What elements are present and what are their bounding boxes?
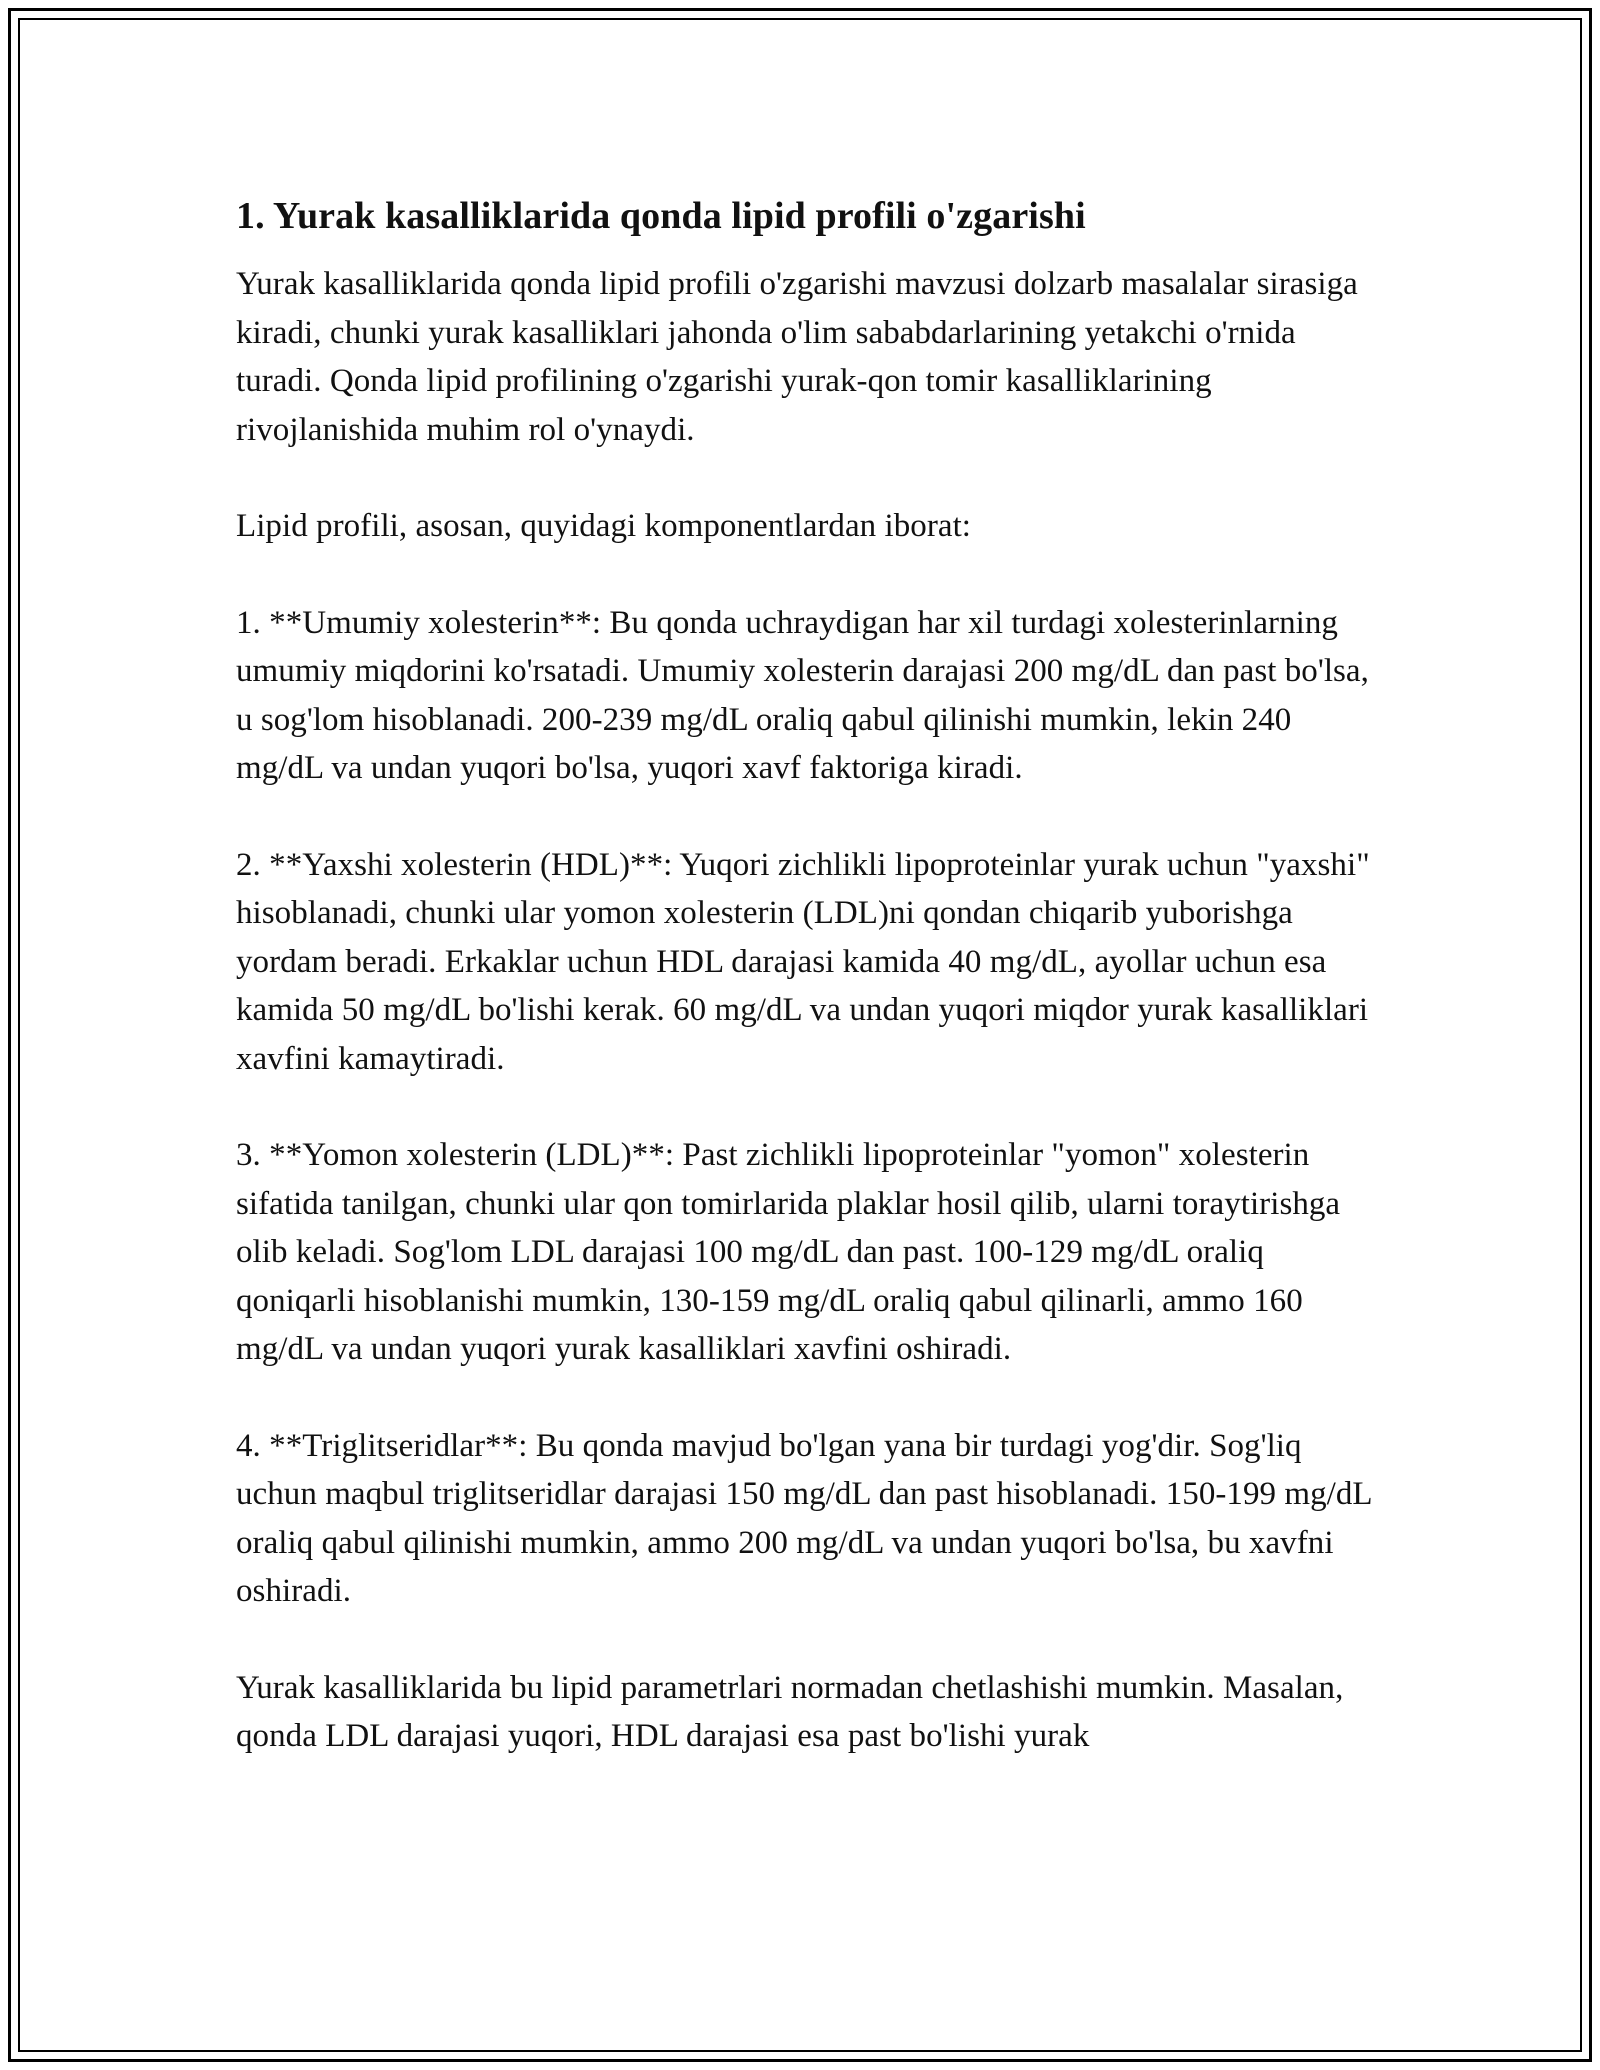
conclusion-paragraph: Yurak kasalliklarida bu lipid parametrlari normadan chetlashishi mumkin. Masalan, qonda LDL darajasi yuqori, HDL darajasi esa past bo'lishi yurak [236,1669,1344,1754]
hdl-paragraph: 2. **Yaxshi xolesterin (HDL)**: Yuqori zichlikli lipoproteinlar yurak uchun "yaxshi" hisoblanadi, chunki ular yomon xolesterin (LDL)ni qondan chiqarib yuborishga yordam beradi. Erkaklar uchun HDL darajasi kamida 40 mg/dL, ayollar uchun esa kamida 50 mg/dL bo'lishi kerak. 60 mg/dL va undan yuqori miqdor yurak kasalliklari xavfini kamaytiradi. [236,846,1370,1077]
triglycerides-paragraph: 4. **Triglitseridlar**: Bu qonda mavjud bo'lgan yana bir turdagi yog'dir. Sog'liq uchun maqbul triglitseridlar darajasi 150 mg/dL dan past hisoblanadi. 150-199 mg/dL oraliq qabul qilinishi mumkin, ammo 200 mg/dL va undan yuqori bo'lsa, bu xavfni oshiradi. [236,1427,1372,1609]
section-title: 1. Yurak kasalliklarida qonda lipid profili o'zgarishi [236,195,1086,237]
total-cholesterol-paragraph: 1. **Umumiy xolesterin**: Bu qonda uchraydigan har xil turdagi xolesterinlarning umumiy miqdorini ko'rsatadi. Umumiy xolesterin darajasi 200 mg/dL dan past bo'lsa, u sog'lom hisoblanadi. 200-239 mg/dL oraliq qabul qilinishi mumkin, lekin 240 mg/dL va undan yuqori bo'lsa, yuqori xavf faktoriga kiradi. [236,604,1369,786]
components-lead-paragraph: Lipid profili, asosan, quyidagi komponentlardan iborat: [236,508,972,544]
intro-paragraph: Yurak kasalliklarida qonda lipid profili o'zgarishi mavzusi dolzarb masalalar sirasiga kiradi, chunki yurak kasalliklari jahonda o'lim sababdarlarining yetakchi o'rnida turadi. Qonda lipid profilining o'zgarishi yurak-qon tomir kasalliklarining rivojlanishida muhim rol o'ynaydi. [236,266,1358,448]
ldl-paragraph: 3. **Yomon xolesterin (LDL)**: Past zichlikli lipoproteinlar "yomon" xolesterin sifatida tanilgan, chunki ular qon tomirlarida plaklar hosil qilib, ularni toraytirishga olib keladi. Sog'lom LDL darajasi 100 mg/dL dan past. 100-129 mg/dL oraliq qoniqarli hisoblanishi mumkin, 130-159 mg/dL oraliq qabul qilinarli, ammo 160 mg/dL va undan yuqori yurak kasalliklari xavfini oshiradi. [236,1137,1341,1367]
document-body [236,188,1376,1809]
